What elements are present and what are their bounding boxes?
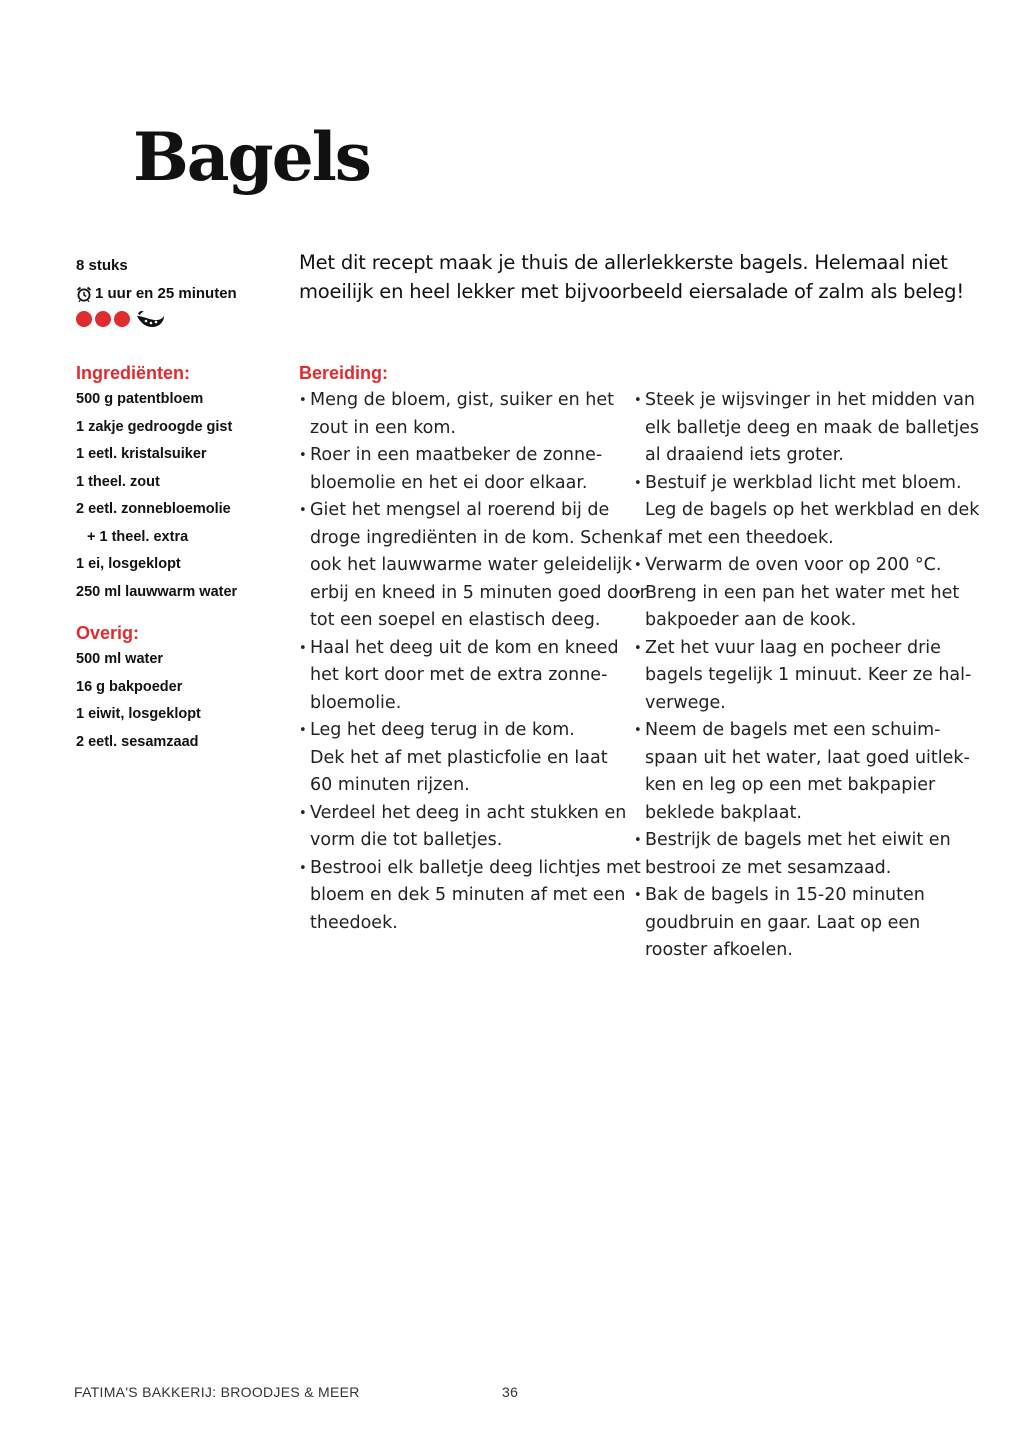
method-step-line: • Leg het deeg terug in de kom. [310,720,575,740]
method-step [299,855,641,938]
method-step [299,442,619,497]
ingredients-column [76,360,276,756]
method-step [634,387,979,470]
method-step [299,635,619,718]
ingredient-item: + 1 theel. extra [87,528,189,545]
ingredients-heading: Ingrediënten: [76,363,191,383]
method-step [634,882,946,965]
other-item: 16 g bakpoeder [76,678,183,695]
method-step [299,800,627,855]
method-step-line: het kort door met de extra zonne- [310,665,608,685]
method-step-line: bloemolie en het ei door elkaar. [310,472,588,493]
method-step [634,635,972,718]
intro-line: Met dit recept maak je thuis de allerlekkerste bagels. Helemaal niet [299,251,948,274]
method-steps-column-2 [634,387,980,965]
method-step-line: bloemolie. [310,692,402,713]
yield-row [76,252,237,280]
method-step-line: • Haal het deeg uit de kom en kneed [310,637,619,658]
method-step [299,717,619,800]
method-step-line: goudbruin en gaar. Laat op een [645,912,921,933]
method-step-line: • Bak de bagels in 15-20 minuten [645,885,925,905]
method-step-line: zout in een kom. [310,417,456,438]
method-step-line: Dek het af met plasticfolie en laat [310,747,608,768]
method-step-line: • Giet het mengsel al roerend bij de [310,500,610,520]
method-step [634,717,970,827]
yield-text: 8 stuks [76,257,128,274]
method-step-line: • Zet het vuur laag en pocheer drie [645,637,941,658]
recipe-meta [76,252,237,308]
method-step-line: ook het lauwwarme water geleidelijk [310,555,633,575]
method-step-line: droge ingrediënten in de kom. Schenk [310,527,644,548]
method-step-line: Leg de bagels op het werkblad en dek [645,500,980,520]
ingredient-item: 1 eetl. kristalsuiker [76,446,207,462]
method-step-line: bagels tegelijk 1 minuut. Keer ze hal- [645,665,972,685]
page-number: 36 [502,1384,519,1400]
method-heading: Bereiding: [299,363,389,383]
method-step [634,470,980,553]
method-step-line: • Bestuif je werkblad licht met bloem. [645,472,962,493]
method-step-line: • Bestrijk de bagels met het eiwit en [645,830,951,850]
alarm-clock-icon [76,286,92,302]
ingredient-item: 1 theel. zout [76,473,160,490]
method-step [634,552,946,580]
recipe-title: Bagels [133,118,370,196]
ingredient-item: 250 ml lauwwarm water [76,583,238,600]
method-step-line: • Steek je wijsvinger in het midden van [645,390,976,410]
intro-line: moeilijk en heel lekker met bijvoorbeeld eiersalade of zalm als beleg! [299,280,964,303]
method-step-line: • Roer in een maatbeker de zonne- [310,445,603,465]
ingredient-item: 1 zakje gedroogde gist [76,418,233,435]
difficulty-indicator [76,308,166,330]
method-step-line: 60 minuten rijzen. [310,775,470,795]
method-step-line: • Neem de bagels met een schuim- [645,720,941,740]
method-step-line: verwege. [645,692,726,713]
method-step-line: ken en leg op een met bakpapier [645,775,936,795]
method-step-line: elk balletje deeg en maak de balletjes [645,417,979,438]
method-step [634,580,960,635]
other-heading: Overig: [76,623,140,643]
recipe-intro [299,248,964,306]
method-step-line: beklede bakplaat. [645,802,802,823]
method-step-line: tot een soepel en elastisch deeg. [310,610,601,630]
method-step-line: spaan uit het water, laat goed uitlek- [645,747,970,768]
ingredient-item: 2 eetl. zonnebloemolie [76,501,231,517]
method-step-line: bestrooi ze met sesamzaad. [645,857,892,878]
method-step-line: bloem en dek 5 minuten af met een [310,885,626,905]
other-item: 500 ml water [76,651,164,667]
time-text: 1 uur en 25 minuten [95,285,237,302]
ingredient-item: 1 ei, losgeklopt [76,556,181,572]
method-step-line: theedoek. [310,912,398,933]
method-step-line: • Breng in een pan het water met het [645,582,960,603]
difficulty-dot [114,311,130,327]
method-step-line: • Bestrooi elk balletje deeg lichtjes met [310,857,641,878]
ingredient-item: 500 g patentbloem [76,391,204,407]
method-step [634,827,951,882]
method-step [299,387,619,442]
time-row [76,280,237,308]
method-step-line: • Verdeel het deeg in acht stukken en [310,802,627,823]
method-steps-column-1 [299,387,647,937]
method-step-line: rooster afkoelen. [645,940,793,960]
chili-pepper-icon [134,308,166,330]
other-item: 2 eetl. sesamzaad [76,733,199,750]
other-item: 1 eiwit, losgeklopt [76,706,201,722]
footer-book-title: FATIMA'S BAKKERIJ: BROODJES & MEER [74,1384,360,1400]
method-step-line: af met een theedoek. [645,527,834,548]
method-step-line: erbij en kneed in 5 minuten goed door [310,582,647,603]
method-step-line: vorm die tot balletjes. [310,830,503,850]
method-step-line: • Verwarm de oven voor op 200 °C. [645,555,942,575]
method-step-line: al draaiend iets groter. [645,445,844,465]
difficulty-dot [76,311,92,327]
method-step-line: • Meng de bloem, gist, suiker en het [310,390,615,410]
difficulty-dot [95,311,111,327]
method-step [299,497,647,635]
method-step-line: bakpoeder aan de kook. [645,610,857,630]
